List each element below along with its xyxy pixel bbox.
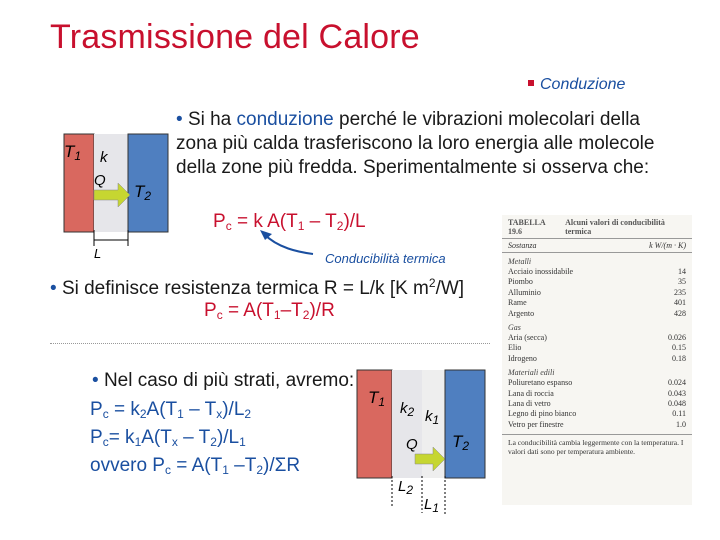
bullet-marker: • — [176, 109, 183, 130]
diagram1-t1-label: $T_1$ — [64, 142, 82, 163]
group-label: Gas — [508, 323, 521, 333]
slide-title: Trasmissione del Calore — [50, 18, 420, 56]
cold-block — [445, 370, 485, 478]
col-substance: Sostanza — [508, 241, 537, 250]
table-header — [502, 215, 692, 239]
diagram1-l-label: L — [94, 246, 102, 261]
section-tag-label: Conduzione — [540, 76, 626, 93]
group-label: Metalli — [508, 257, 532, 266]
table-title: Alcuni valori di conducibilità termica — [565, 218, 665, 236]
table-row: Aria (secca) 0.026 — [508, 333, 686, 343]
table-number: TABELLA 19.6 — [508, 218, 546, 236]
bullet-multilayer: • Nel caso di più strati, avremo: — [92, 370, 355, 391]
diagram1-t2-label: $T_2$ — [134, 182, 152, 203]
conduction-formula: $P_c = k$ $A(T_1 - T_2)/L$ — [213, 211, 366, 233]
table-row: Piombo 35 — [508, 277, 686, 287]
multilayer-formula-1: $P_c = k_2A(T_1 - T_x)/L_2$ — [90, 399, 252, 421]
conduction-highlight: conduzione — [236, 109, 334, 130]
diagram1-q-label: Q — [94, 172, 106, 189]
table-columns — [502, 239, 692, 253]
diagram2-l2-label: $L_2$ — [398, 478, 414, 497]
table-row: Rame 401 — [508, 298, 686, 308]
multilayer-formula-3: ovvero $P_c = A(T_1$ $-T_2)/\Sigma R$ — [90, 455, 301, 477]
table-row: Legno di pino bianco 0.11 — [508, 409, 686, 419]
bullet-thermal-resistance: • Si definisce resistenza termica R = L/k [K $m^2/W$] — [50, 276, 465, 299]
multilayer-formula-2: $P_c= k_1A(T_x - T_2)/L_1$ — [90, 427, 246, 449]
table-row: Vetro per finestre 1.0 — [508, 419, 686, 429]
hot-block — [357, 370, 392, 478]
table-row: Argento 428 — [508, 308, 686, 318]
table-row: Alluminio 235 — [508, 287, 686, 297]
diagram2-t1-label: $T_1$ — [368, 388, 386, 409]
diagram2-l1-label: $L_1$ — [424, 496, 440, 515]
multilayer-formulas — [90, 398, 300, 482]
table-body — [502, 253, 692, 430]
conductivity-note: Conducibilità termica — [325, 251, 446, 266]
resistance-formula: $P_c = A(T_1-T_2)/R$ — [204, 300, 335, 322]
table-row: Elio 0.15 — [508, 343, 686, 353]
diagram2-q-label: Q — [406, 436, 418, 453]
section-tag — [528, 76, 625, 94]
square-bullet-icon — [528, 80, 534, 86]
separator-line — [50, 343, 490, 344]
bullet-conduction-explanation: • Si ha conduzione perché le vibrazioni molecolari della zona più calda trasferiscono la loro energia alle molecole della zone più fredda. Sperimentalmente si osserva che: — [176, 109, 655, 178]
table-row: Poliuretano espanso 0.024 — [508, 378, 686, 388]
table-row: Idrogeno 0.18 — [508, 353, 686, 363]
table-row: Lana di vetro 0.048 — [508, 399, 686, 409]
table-row: Lana di roccia 0.043 — [508, 388, 686, 398]
table-row: Acciaio inossidabile 14 — [508, 267, 686, 276]
group-label: Materiali edili — [508, 368, 555, 378]
diagram1-k-label: k — [100, 149, 108, 166]
diagram2-k2-label: $k_2$ — [400, 400, 415, 419]
conductivity-table — [502, 215, 692, 505]
diagram2-k1-label: $k_1$ — [425, 408, 440, 427]
pointer-arrow-icon — [258, 228, 318, 258]
table-footnote: La conducibilità cambia leggermente con la temperatura. I valori dati sono per temperatura ambiente. — [502, 434, 692, 459]
diagram2-t2-label: $T_2$ — [452, 432, 470, 453]
col-k: k W/(m · K) — [649, 241, 686, 250]
